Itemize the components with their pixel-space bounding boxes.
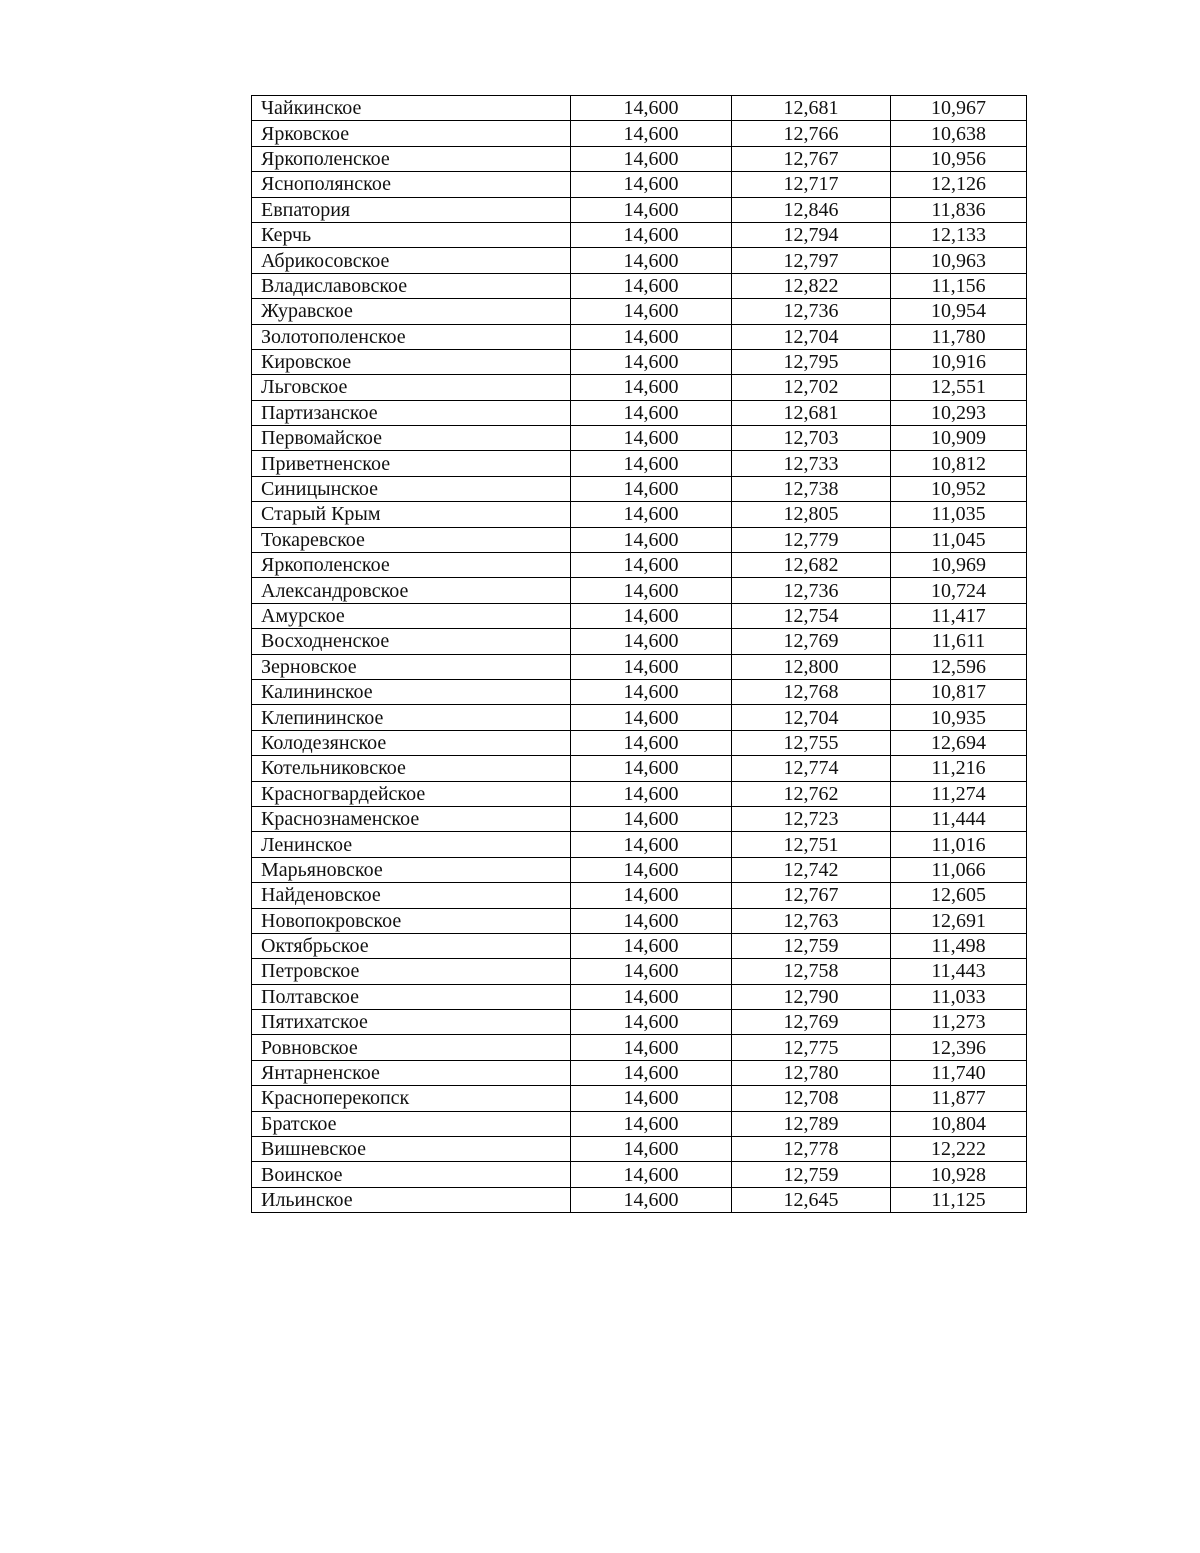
settlement-name-cell: Братское (252, 1111, 571, 1136)
table-row (252, 933, 1027, 958)
value-cell-2: 12,794 (732, 222, 891, 247)
settlement-name-cell: Александровское (252, 578, 571, 603)
settlement-name-cell: Краснознаменское (252, 806, 571, 831)
value-cell-2: 12,768 (732, 679, 891, 704)
value-cell-1: 14,600 (571, 1035, 732, 1060)
settlement-name-cell: Токаревское (252, 527, 571, 552)
value-cell-2: 12,778 (732, 1137, 891, 1162)
value-cell-1: 14,600 (571, 730, 732, 755)
settlement-name-cell: Ярковское (252, 121, 571, 146)
value-cell-1: 14,600 (571, 654, 732, 679)
table-row (252, 629, 1027, 654)
value-cell-1: 14,600 (571, 933, 732, 958)
table-row (252, 553, 1027, 578)
table-row (252, 146, 1027, 171)
settlement-name-cell: Владиславовское (252, 273, 571, 298)
value-cell-1: 14,600 (571, 146, 732, 171)
value-cell-2: 12,759 (732, 1162, 891, 1187)
value-cell-2: 12,779 (732, 527, 891, 552)
value-cell-1: 14,600 (571, 984, 732, 1009)
settlement-name-cell: Петровское (252, 959, 571, 984)
table-row (252, 1137, 1027, 1162)
settlement-name-cell: Калининское (252, 679, 571, 704)
value-cell-3: 10,963 (891, 248, 1027, 273)
value-cell-2: 12,751 (732, 832, 891, 857)
table-row (252, 959, 1027, 984)
value-cell-3: 11,035 (891, 502, 1027, 527)
settlement-name-cell: Новопокровское (252, 908, 571, 933)
value-cell-2: 12,754 (732, 603, 891, 628)
settlement-name-cell: Янтарненское (252, 1060, 571, 1085)
table-body (252, 96, 1027, 1213)
table-row (252, 502, 1027, 527)
value-cell-1: 14,600 (571, 451, 732, 476)
value-cell-1: 14,600 (571, 756, 732, 781)
value-cell-2: 12,733 (732, 451, 891, 476)
table-row (252, 248, 1027, 273)
settlement-name-cell: Керчь (252, 222, 571, 247)
value-cell-2: 12,767 (732, 883, 891, 908)
value-cell-3: 12,396 (891, 1035, 1027, 1060)
value-cell-1: 14,600 (571, 1187, 732, 1212)
value-cell-2: 12,736 (732, 578, 891, 603)
value-cell-1: 14,600 (571, 299, 732, 324)
value-cell-1: 14,600 (571, 349, 732, 374)
settlement-name-cell: Яркополенское (252, 553, 571, 578)
table-row (252, 1111, 1027, 1136)
settlement-name-cell: Первомайское (252, 426, 571, 451)
value-cell-1: 14,600 (571, 883, 732, 908)
value-cell-2: 12,797 (732, 248, 891, 273)
value-cell-2: 12,769 (732, 1010, 891, 1035)
value-cell-3: 10,935 (891, 705, 1027, 730)
value-cell-3: 11,740 (891, 1060, 1027, 1085)
table-row (252, 781, 1027, 806)
value-cell-2: 12,723 (732, 806, 891, 831)
value-cell-1: 14,600 (571, 96, 732, 121)
settlement-name-cell: Вишневское (252, 1137, 571, 1162)
settlement-name-cell: Красноперекопск (252, 1086, 571, 1111)
value-cell-1: 14,600 (571, 426, 732, 451)
value-cell-2: 12,763 (732, 908, 891, 933)
table-row (252, 324, 1027, 349)
value-cell-2: 12,708 (732, 1086, 891, 1111)
table-row (252, 654, 1027, 679)
value-cell-1: 14,600 (571, 832, 732, 857)
table-row (252, 349, 1027, 374)
value-cell-1: 14,600 (571, 324, 732, 349)
settlement-name-cell: Журавское (252, 299, 571, 324)
settlement-name-cell: Котельниковское (252, 756, 571, 781)
value-cell-1: 14,600 (571, 1111, 732, 1136)
value-cell-2: 12,767 (732, 146, 891, 171)
value-cell-3: 10,916 (891, 349, 1027, 374)
value-cell-3: 12,596 (891, 654, 1027, 679)
settlement-name-cell: Золотополенское (252, 324, 571, 349)
value-cell-3: 12,222 (891, 1137, 1027, 1162)
settlement-name-cell: Марьяновское (252, 857, 571, 882)
value-cell-3: 11,417 (891, 603, 1027, 628)
value-cell-3: 11,498 (891, 933, 1027, 958)
value-cell-3: 11,216 (891, 756, 1027, 781)
settlement-name-cell: Зерновское (252, 654, 571, 679)
settlement-name-cell: Восходненское (252, 629, 571, 654)
value-cell-3: 10,724 (891, 578, 1027, 603)
value-cell-1: 14,600 (571, 273, 732, 298)
value-cell-2: 12,775 (732, 1035, 891, 1060)
value-cell-1: 14,600 (571, 705, 732, 730)
value-cell-3: 10,804 (891, 1111, 1027, 1136)
table-row (252, 679, 1027, 704)
table-row (252, 527, 1027, 552)
value-cell-1: 14,600 (571, 502, 732, 527)
value-cell-2: 12,759 (732, 933, 891, 958)
value-cell-2: 12,822 (732, 273, 891, 298)
value-cell-3: 10,969 (891, 553, 1027, 578)
value-cell-2: 12,755 (732, 730, 891, 755)
value-cell-3: 11,273 (891, 1010, 1027, 1035)
table-row (252, 222, 1027, 247)
table-row (252, 857, 1027, 882)
value-cell-3: 12,133 (891, 222, 1027, 247)
value-cell-1: 14,600 (571, 1010, 732, 1035)
settlement-name-cell: Ленинское (252, 832, 571, 857)
settlement-name-cell: Абрикосовское (252, 248, 571, 273)
settlement-name-cell: Найденовское (252, 883, 571, 908)
value-cell-3: 11,033 (891, 984, 1027, 1009)
settlement-name-cell: Полтавское (252, 984, 571, 1009)
value-cell-2: 12,780 (732, 1060, 891, 1085)
table-row (252, 756, 1027, 781)
settlement-name-cell: Яркополенское (252, 146, 571, 171)
value-cell-1: 14,600 (571, 629, 732, 654)
value-cell-1: 14,600 (571, 197, 732, 222)
value-cell-3: 11,836 (891, 197, 1027, 222)
settlement-name-cell: Партизанское (252, 400, 571, 425)
value-cell-1: 14,600 (571, 1086, 732, 1111)
value-cell-3: 11,016 (891, 832, 1027, 857)
value-cell-3: 11,066 (891, 857, 1027, 882)
value-cell-2: 12,758 (732, 959, 891, 984)
value-cell-3: 10,909 (891, 426, 1027, 451)
value-cell-3: 12,691 (891, 908, 1027, 933)
table-row (252, 883, 1027, 908)
value-cell-1: 14,600 (571, 679, 732, 704)
value-cell-1: 14,600 (571, 1162, 732, 1187)
settlement-name-cell: Льговское (252, 375, 571, 400)
settlement-name-cell: Чайкинское (252, 96, 571, 121)
value-cell-2: 12,717 (732, 172, 891, 197)
table-row (252, 172, 1027, 197)
value-cell-1: 14,600 (571, 603, 732, 628)
value-cell-1: 14,600 (571, 578, 732, 603)
value-cell-2: 12,774 (732, 756, 891, 781)
value-cell-3: 12,126 (891, 172, 1027, 197)
value-cell-1: 14,600 (571, 375, 732, 400)
settlement-name-cell: Колодезянское (252, 730, 571, 755)
value-cell-3: 10,928 (891, 1162, 1027, 1187)
settlement-name-cell: Евпатория (252, 197, 571, 222)
value-cell-2: 12,703 (732, 426, 891, 451)
table-row (252, 908, 1027, 933)
table-row (252, 1035, 1027, 1060)
value-cell-3: 11,274 (891, 781, 1027, 806)
settlement-name-cell: Воинское (252, 1162, 571, 1187)
value-cell-3: 12,551 (891, 375, 1027, 400)
value-cell-1: 14,600 (571, 1137, 732, 1162)
table-row (252, 705, 1027, 730)
value-cell-2: 12,645 (732, 1187, 891, 1212)
table-row (252, 375, 1027, 400)
value-cell-3: 11,156 (891, 273, 1027, 298)
value-cell-2: 12,681 (732, 400, 891, 425)
value-cell-2: 12,738 (732, 476, 891, 501)
value-cell-2: 12,681 (732, 96, 891, 121)
value-cell-1: 14,600 (571, 908, 732, 933)
value-cell-1: 14,600 (571, 806, 732, 831)
value-cell-2: 12,682 (732, 553, 891, 578)
table-row (252, 96, 1027, 121)
value-cell-3: 10,954 (891, 299, 1027, 324)
settlement-name-cell: Ровновское (252, 1035, 571, 1060)
settlement-name-cell: Клепининское (252, 705, 571, 730)
value-cell-3: 10,817 (891, 679, 1027, 704)
table-row (252, 426, 1027, 451)
value-cell-1: 14,600 (571, 400, 732, 425)
settlement-name-cell: Красногвардейское (252, 781, 571, 806)
table-row (252, 1010, 1027, 1035)
value-cell-2: 12,846 (732, 197, 891, 222)
table-row (252, 832, 1027, 857)
settlement-name-cell: Старый Крым (252, 502, 571, 527)
value-cell-1: 14,600 (571, 781, 732, 806)
value-cell-1: 14,600 (571, 959, 732, 984)
table-row (252, 197, 1027, 222)
value-cell-3: 12,605 (891, 883, 1027, 908)
table-row (252, 1162, 1027, 1187)
value-cell-1: 14,600 (571, 553, 732, 578)
settlement-name-cell: Синицынское (252, 476, 571, 501)
value-cell-1: 14,600 (571, 222, 732, 247)
value-cell-2: 12,742 (732, 857, 891, 882)
value-cell-3: 10,812 (891, 451, 1027, 476)
table-row (252, 1060, 1027, 1085)
value-cell-2: 12,762 (732, 781, 891, 806)
value-cell-3: 11,045 (891, 527, 1027, 552)
value-cell-2: 12,766 (732, 121, 891, 146)
table-row (252, 984, 1027, 1009)
table-row (252, 400, 1027, 425)
settlement-name-cell: Пятихатское (252, 1010, 571, 1035)
value-cell-3: 11,611 (891, 629, 1027, 654)
value-cell-3: 10,956 (891, 146, 1027, 171)
value-cell-3: 10,638 (891, 121, 1027, 146)
value-cell-3: 12,694 (891, 730, 1027, 755)
settlement-name-cell: Амурское (252, 603, 571, 628)
value-cell-1: 14,600 (571, 121, 732, 146)
value-cell-2: 12,702 (732, 375, 891, 400)
value-cell-2: 12,805 (732, 502, 891, 527)
table-row (252, 603, 1027, 628)
table-row (252, 730, 1027, 755)
value-cell-2: 12,795 (732, 349, 891, 374)
settlement-name-cell: Октябрьское (252, 933, 571, 958)
table-row (252, 299, 1027, 324)
value-cell-2: 12,789 (732, 1111, 891, 1136)
settlement-name-cell: Приветненское (252, 451, 571, 476)
value-cell-2: 12,790 (732, 984, 891, 1009)
table-row (252, 121, 1027, 146)
table-row (252, 476, 1027, 501)
value-cell-1: 14,600 (571, 1060, 732, 1085)
settlement-name-cell: Яснополянское (252, 172, 571, 197)
value-cell-3: 11,877 (891, 1086, 1027, 1111)
value-cell-3: 10,967 (891, 96, 1027, 121)
data-table (251, 95, 1027, 1213)
value-cell-1: 14,600 (571, 248, 732, 273)
table-row (252, 451, 1027, 476)
settlement-name-cell: Кировское (252, 349, 571, 374)
value-cell-1: 14,600 (571, 476, 732, 501)
table-row (252, 578, 1027, 603)
value-cell-2: 12,769 (732, 629, 891, 654)
value-cell-3: 10,293 (891, 400, 1027, 425)
value-cell-2: 12,704 (732, 705, 891, 730)
value-cell-2: 12,704 (732, 324, 891, 349)
value-cell-1: 14,600 (571, 857, 732, 882)
value-cell-3: 10,952 (891, 476, 1027, 501)
value-cell-2: 12,800 (732, 654, 891, 679)
table-row (252, 1086, 1027, 1111)
value-cell-3: 11,444 (891, 806, 1027, 831)
value-cell-3: 11,443 (891, 959, 1027, 984)
table-row (252, 273, 1027, 298)
value-cell-1: 14,600 (571, 527, 732, 552)
settlement-name-cell: Ильинское (252, 1187, 571, 1212)
table-row (252, 806, 1027, 831)
table-row (252, 1187, 1027, 1212)
value-cell-2: 12,736 (732, 299, 891, 324)
value-cell-3: 11,780 (891, 324, 1027, 349)
value-cell-1: 14,600 (571, 172, 732, 197)
value-cell-3: 11,125 (891, 1187, 1027, 1212)
